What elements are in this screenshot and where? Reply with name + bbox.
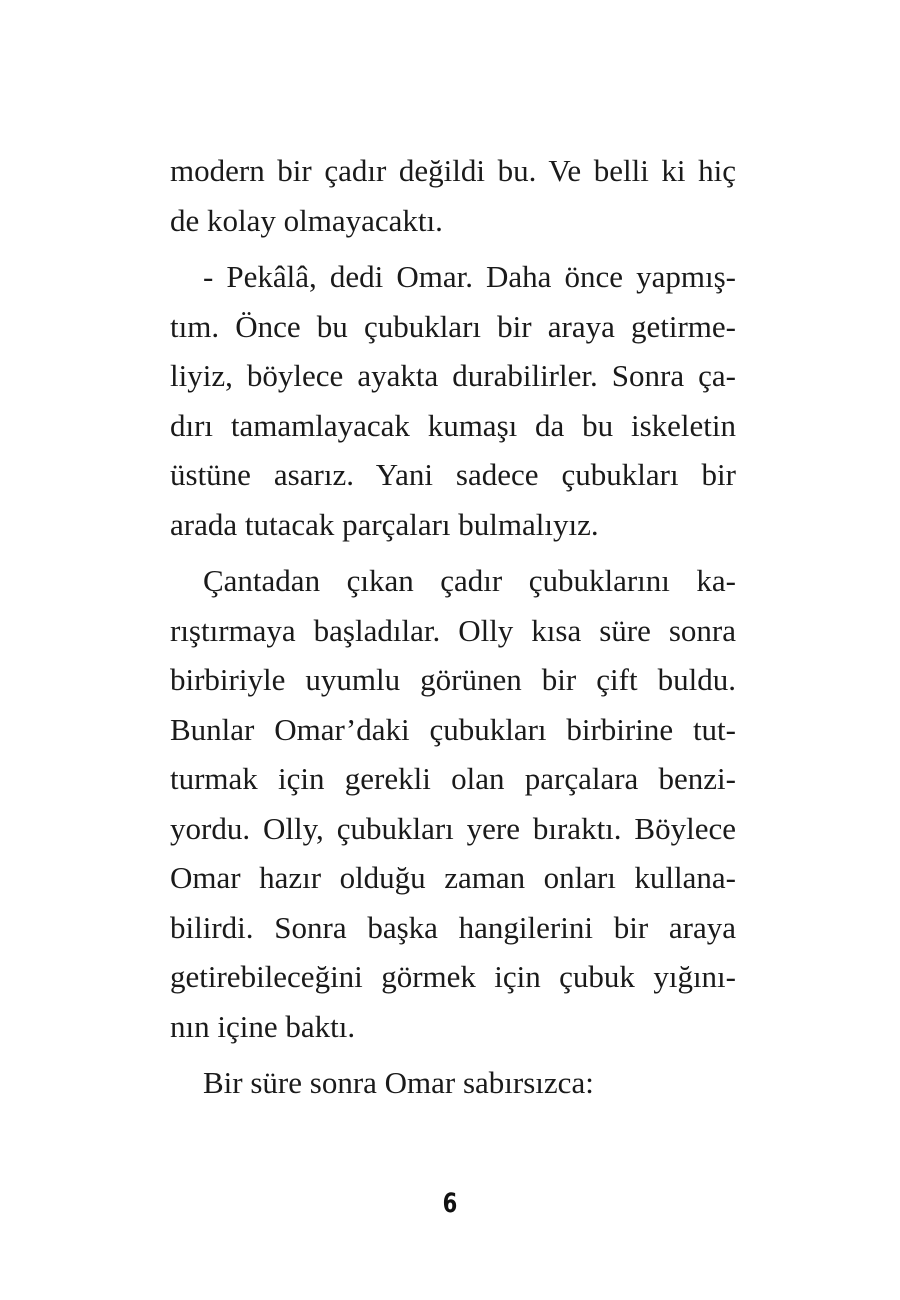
text-line: turmak için gerekli olan parçalara benzi-	[170, 761, 736, 796]
text-line: Omar hazır olduğu zaman onları kullana-	[170, 860, 736, 895]
text-line: yordu. Olly, çubukları yere bıraktı. Böylece	[170, 810, 736, 846]
text-line: tım. Önce bu çubukları bir araya getirme-	[170, 308, 736, 344]
page-body-text	[170, 146, 736, 1108]
text-line: birbiriyle uyumlu görünen bir çift buldu.	[170, 662, 736, 697]
text-line: üstüne asarız. Yani sadece çubukları bir	[170, 457, 736, 492]
text-line: - Pekâlâ, dedi Omar. Daha önce yapmış-	[203, 259, 736, 294]
text-line: Çantadan çıkan çadır çubuklarını ka-	[203, 563, 736, 598]
text-line: rıştırmaya başladılar. Olly kısa süre sonra	[170, 612, 736, 648]
text-line: Bunlar Omar’daki çubukları birbirine tut-	[170, 711, 736, 747]
text-line: liyiz, böylece ayakta durabilirler. Sonra ça-	[170, 358, 736, 393]
text-line: de kolay olmayacaktı.	[170, 202, 443, 238]
text-line: getirebileceğini görmek için çubuk yığını-	[170, 959, 736, 994]
text-line: modern bir çadır değildi bu. Ve belli ki hiç	[170, 153, 736, 188]
text-line: Bir süre sonra Omar sabırsızca:	[203, 1065, 594, 1100]
text-line: arada tutacak parçaları bulmalıyız.	[170, 506, 599, 542]
text-line: bilirdi. Sonra başka hangilerini bir araya	[170, 909, 736, 945]
text-line: dırı tamamlayacak kumaşı da bu iskeletin	[170, 407, 736, 443]
text-line: nın içine baktı.	[170, 1008, 356, 1044]
page-number: 6	[442, 1188, 458, 1219]
